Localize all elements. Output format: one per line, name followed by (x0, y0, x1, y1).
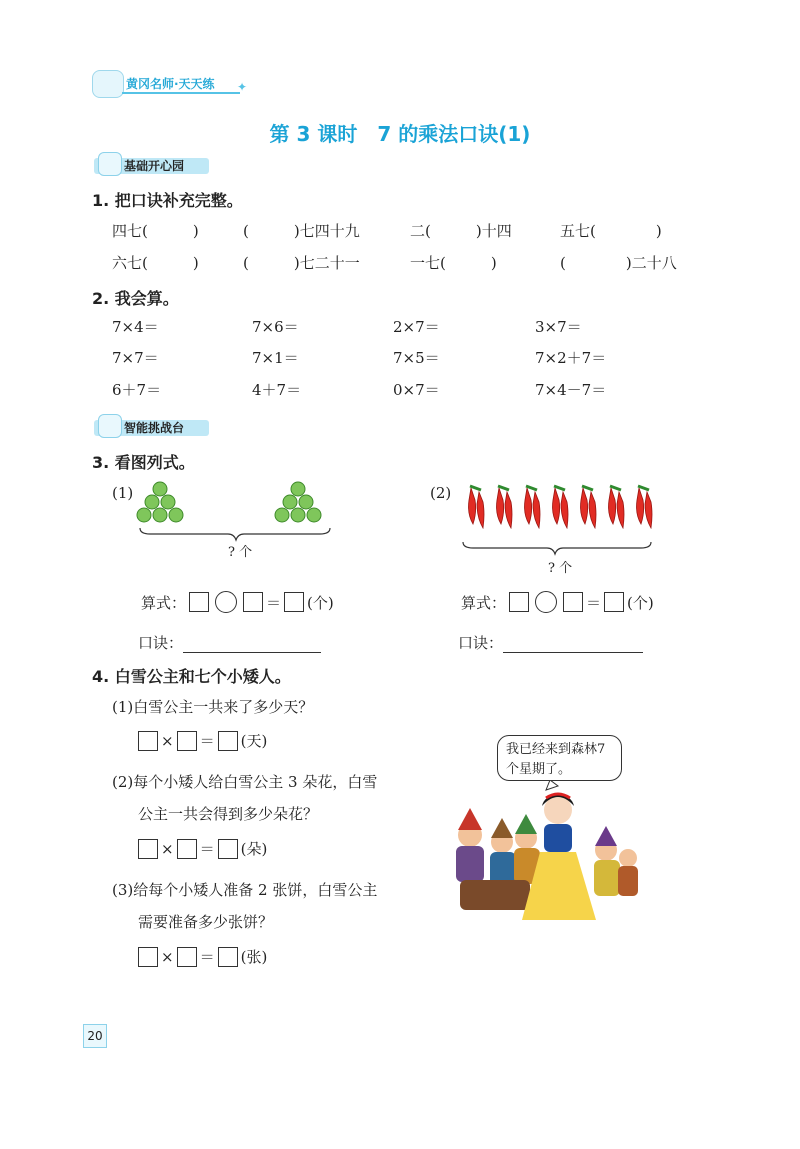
answer-box[interactable] (138, 947, 158, 967)
q3-part1-num: (1) (112, 484, 134, 502)
speech-bubble: 我已经来到森林7个星期了。 (497, 735, 622, 781)
q2-item: 0×7＝ (393, 381, 440, 399)
q3-part1-formula (138, 591, 337, 613)
q4-sub3-formula (138, 946, 270, 967)
q3-part2-num: (2) (430, 484, 452, 502)
dot-triangle-left (137, 482, 183, 522)
answer-box[interactable] (563, 592, 583, 612)
formula-label: 算式： (461, 593, 507, 612)
q4-sub1-formula (138, 730, 270, 751)
q4-sub3-line2: 需要准备多少张饼？ (138, 913, 274, 931)
brand-underline (122, 92, 240, 94)
answer-box[interactable] (218, 947, 238, 967)
brace (140, 528, 330, 540)
q1-item: 四七( ) (112, 222, 199, 240)
koujue-label: 口诀： (458, 634, 504, 652)
q4-sub2-line1: (2)每个小矮人给白雪公主 3 朵花，白雪 (112, 773, 378, 791)
unit-label: (张) (240, 948, 268, 966)
q4-sub3-line1: (3)给每个小矮人准备 2 张饼，白雪公主 (112, 881, 378, 899)
times-sign: × (161, 731, 174, 750)
pepper-bundle (469, 486, 653, 528)
q1-label: 1. 把口诀补充完整。 (92, 191, 243, 210)
bear-icon (98, 152, 122, 176)
q4-sub1-text: (1)白雪公主一共来了多少天？ (112, 698, 314, 716)
answer-box[interactable] (177, 731, 197, 751)
q1-item: ( )七四十九 (243, 222, 360, 240)
q3-part2-question: ? 个 (548, 561, 573, 576)
dwarfs-left (456, 808, 540, 910)
q2-item: 7×4－7＝ (535, 381, 607, 399)
q2-item: 3×7＝ (535, 318, 582, 336)
answer-box[interactable] (604, 592, 624, 612)
q2-item: 2×7＝ (393, 318, 440, 336)
answer-box[interactable] (177, 947, 197, 967)
bear-icon (98, 414, 122, 438)
answer-box[interactable] (177, 839, 197, 859)
q3-part2-koujue (458, 632, 643, 653)
section-basic-tag (94, 152, 209, 178)
q4-sub2-line2: 公主一共会得到多少朵花？ (138, 805, 319, 823)
q2-item: 7×4＝ (112, 318, 159, 336)
q3-label: 3. 看图列式。 (92, 453, 195, 472)
operator-circle[interactable] (535, 591, 557, 613)
q1-item: 六七( ) (112, 254, 199, 272)
q2-item: 7×7＝ (112, 349, 159, 367)
answer-box[interactable] (243, 592, 263, 612)
q2-item: 7×5＝ (393, 349, 440, 367)
dot-triangle-right (275, 482, 321, 522)
answer-box[interactable] (138, 839, 158, 859)
bear-logo-icon (92, 70, 124, 98)
q2-item: 7×2＋7＝ (535, 349, 607, 367)
equals-sign: ＝ (199, 948, 215, 966)
section-challenge-label: 智能挑战台 (124, 421, 185, 435)
operator-circle[interactable] (215, 591, 237, 613)
answer-line[interactable] (503, 638, 643, 653)
unit-label: (天) (240, 732, 268, 750)
brand-text: 黄冈名师·天天练 (126, 77, 215, 91)
formula-label: 算式： (141, 593, 187, 612)
answer-box[interactable] (218, 839, 238, 859)
dwarfs-right (594, 826, 638, 896)
page-title: 第 3 课时 7 的乘法口诀(1) (269, 122, 531, 146)
q2-item: 4＋7＝ (252, 381, 302, 399)
q4-label: 4. 白雪公主和七个小矮人。 (92, 667, 291, 686)
q3-part2-formula (458, 591, 657, 613)
unit-label: (朵) (240, 840, 268, 858)
q3-part1-koujue (138, 632, 321, 653)
q4-sub2-formula (138, 838, 270, 859)
q2-label: 2. 我会算。 (92, 289, 179, 308)
brand-banner (92, 70, 252, 98)
answer-box[interactable] (284, 592, 304, 612)
equals-sign: ＝ (586, 593, 602, 612)
answer-box[interactable] (218, 731, 238, 751)
q3-part1-question: ? 个 (228, 545, 253, 560)
q2-item: 7×1＝ (252, 349, 299, 367)
peppers-figure (455, 478, 665, 558)
q1-item: 一七( ) (410, 254, 497, 272)
answer-box[interactable] (509, 592, 529, 612)
section-basic-label: 基础开心园 (124, 159, 185, 173)
brace (463, 542, 651, 554)
unit-label: (个) (627, 593, 654, 612)
answer-box[interactable] (138, 731, 158, 751)
section-challenge-tag (94, 414, 209, 440)
snow-white-illustration (430, 780, 640, 930)
times-sign: × (161, 839, 174, 858)
q2-item: 7×6＝ (252, 318, 299, 336)
equals-sign: ＝ (199, 840, 215, 858)
q1-item: ( )七二十一 (243, 254, 360, 272)
unit-label: (个) (307, 593, 334, 612)
answer-line[interactable] (183, 638, 321, 653)
equals-sign: ＝ (266, 593, 282, 612)
q1-item: 二( )十四 (410, 222, 512, 240)
times-sign: × (161, 947, 174, 966)
page-number: 20 (83, 1024, 107, 1048)
q1-item: ( )二十八 (560, 254, 677, 272)
star-icon: ✦ (237, 80, 248, 94)
equals-sign: ＝ (199, 732, 215, 750)
q1-item: 五七( ) (560, 222, 662, 240)
koujue-label: 口诀： (138, 634, 184, 652)
q2-item: 6＋7＝ (112, 381, 162, 399)
answer-box[interactable] (189, 592, 209, 612)
